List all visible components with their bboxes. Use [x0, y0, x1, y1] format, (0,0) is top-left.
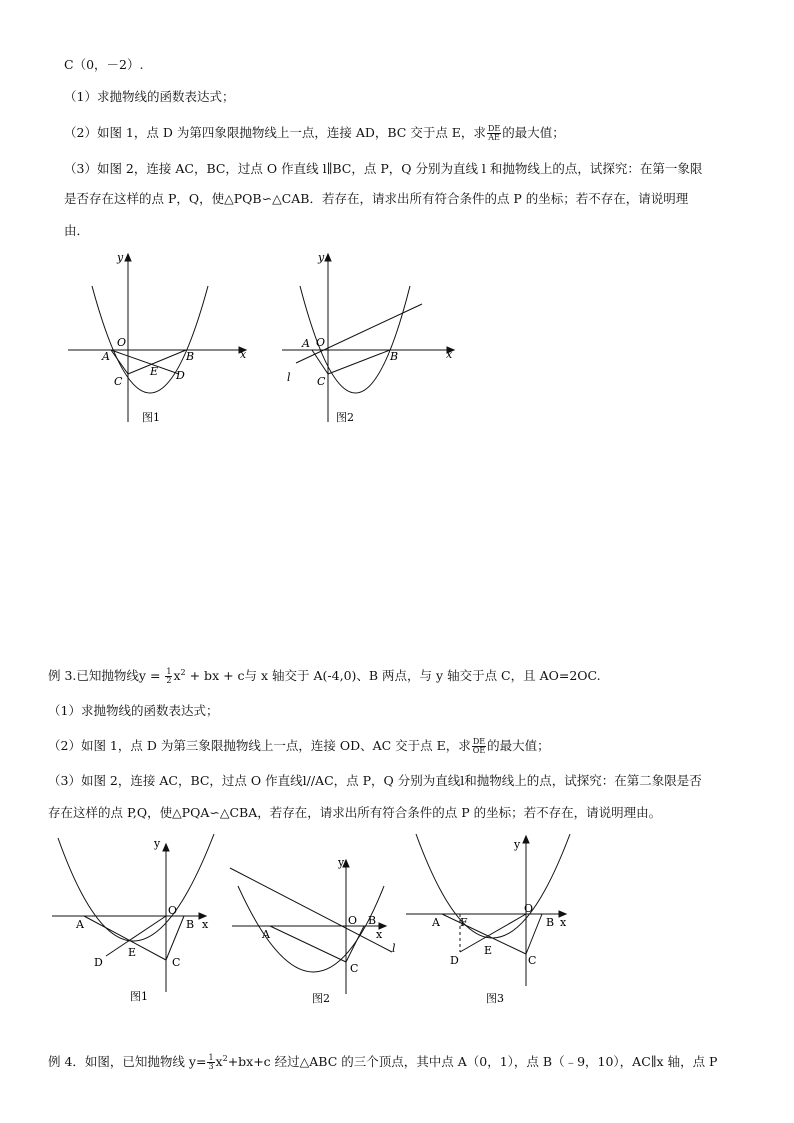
segment-ac [270, 926, 346, 962]
ex4-text-x: x [215, 1054, 223, 1070]
ex2-q2-frac-den: AE [488, 133, 500, 142]
label-c: C [350, 962, 359, 975]
ex3-formula-fraction [165, 668, 172, 685]
label-c: C [172, 956, 181, 969]
ex2-figure-1 [60, 250, 260, 430]
y-axis-arrow [125, 254, 131, 261]
ex4-intro [48, 1050, 717, 1071]
label-b: B [368, 914, 377, 927]
label-o: O [524, 902, 534, 915]
label-c: C [317, 375, 326, 388]
ex2-q2-text-b: 的最大值； [502, 125, 565, 140]
label-x: x [560, 916, 567, 929]
ex4-text-c: +bx+c 经过△ABC 的三个顶点，其中点 A（0，1），点 B（﹣9，10），AC∥x 轴，点 P [227, 1054, 718, 1070]
ex2-question-3-line1: （3）如图 2，连接 AC，BC，过点 O 作直线 l∥BC，点 P，Q 分别为直线 l 和抛物线上的点，试探究：在第一象限 [64, 161, 703, 176]
ex3-figure-2 [226, 836, 406, 1016]
segment-cb [526, 914, 542, 954]
segment-ac [84, 916, 166, 960]
label-c: C [114, 375, 123, 388]
label-d: D [176, 369, 185, 382]
label-b: B [186, 918, 195, 931]
label-b: B [546, 916, 555, 929]
label-y: y [154, 837, 161, 850]
label-a: A [432, 916, 440, 929]
caption-fig2: 图2 [312, 992, 330, 1005]
label-b: B [390, 350, 399, 363]
y-axis-arrow [163, 844, 169, 851]
segment-cb [166, 916, 184, 960]
ex3-question-3-line1: （3）如图 2，连接 AC，BC，过点 O 作直线l//AC，点 P，Q 分别为直线l和抛物线上的点，试探究：在第二象限是否 [48, 773, 702, 788]
label-d: D [450, 954, 459, 967]
ex3-intro-a: 例 3.已知抛物线 [48, 668, 139, 684]
ex4-fraction [207, 1054, 214, 1071]
ex3-frac-num: 1 [166, 667, 172, 677]
label-e: E [128, 946, 137, 959]
label-l: l [287, 371, 291, 384]
y-axis-arrow [325, 254, 331, 261]
label-e: E [484, 944, 493, 957]
caption-fig3: 图3 [486, 992, 504, 1005]
label-a: A [262, 928, 270, 941]
ex3-formula-x: x [173, 668, 181, 684]
ex3-q2-frac-num: DE [472, 737, 486, 746]
line-l [296, 304, 422, 363]
ex3-frac-den: 2 [166, 676, 172, 686]
label-x: x [446, 348, 453, 361]
ex3-q2-text-a: （2）如图 1，点 D 为第三象限抛物线上一点，连接 OD、AC 交于点 E，求 [48, 738, 471, 753]
ex3-figure-1 [48, 832, 228, 1012]
label-x: x [376, 928, 383, 941]
label-y: y [338, 856, 345, 869]
ex2-line-c-point: C（0，－2）. [64, 57, 144, 72]
label-o: O [316, 336, 326, 349]
label-f: F [460, 916, 468, 929]
label-a: A [102, 350, 110, 363]
label-o: O [117, 336, 127, 349]
label-c: C [528, 954, 537, 967]
ex3-formula-tail: + bx + c [185, 668, 245, 684]
label-o: O [348, 914, 358, 927]
label-d: D [94, 956, 103, 969]
label-y: y [117, 251, 124, 264]
ex4-text-a: 例 4．如图，已知抛物线 y= [48, 1054, 207, 1070]
ex3-question-1: （1）求抛物线的函数表达式； [48, 703, 219, 718]
label-x: x [202, 918, 209, 931]
ex3-formula-y: y = [138, 668, 165, 684]
ex4-sup: 2 [222, 1054, 228, 1063]
label-b: B [186, 350, 195, 363]
ex2-q2-frac-num: DE [487, 124, 501, 133]
ex2-question-3-line3: 由． [64, 223, 90, 238]
segment-do [460, 914, 526, 952]
label-e: E [150, 365, 159, 378]
caption-fig1: 图1 [142, 411, 160, 424]
ex2-question-1: （1）求抛物线的函数表达式； [64, 89, 235, 104]
label-a: A [76, 918, 84, 931]
ex3-figure-3 [400, 830, 580, 1010]
label-y: y [514, 838, 521, 851]
caption-fig1: 图1 [130, 990, 148, 1003]
ex3-q2-text-b: 的最大值； [487, 738, 550, 753]
ex3-question-3-line2: 存在这样的点 P,Q，使△PQA∽△CBA，若存在，请求出所有符合条件的点 P 的坐标；若不存在，请说明理由。 [48, 805, 662, 820]
segment-ad [111, 350, 179, 374]
label-x: x [240, 348, 247, 361]
ex4-frac-den: 3 [208, 1062, 214, 1072]
ex3-question-2 [48, 737, 550, 755]
label-o: O [168, 904, 178, 917]
segment-ac [111, 350, 128, 374]
ex3-intro-b: 与 x 轴交于 A(-4,0)、B 两点，与 y 轴交于点 C，且 AO=2OC. [244, 668, 601, 684]
ex3-q2-frac-den: OE [472, 746, 486, 755]
ex2-q2-text-a: （2）如图 1，点 D 为第四象限抛物线上一点，连接 AD，BC 交于点 E，求 [64, 125, 486, 140]
segment-cb [346, 926, 364, 962]
ex2-q2-fraction [487, 125, 501, 142]
ex3-formula-sup: 2 [180, 668, 186, 677]
label-a: A [302, 337, 310, 350]
y-axis-arrow [523, 836, 529, 843]
label-y: y [318, 251, 325, 264]
ex4-frac-num: 1 [208, 1053, 214, 1063]
ex3-q2-fraction [472, 738, 486, 755]
line-l [230, 868, 392, 952]
ex2-figure-2 [272, 250, 472, 430]
ex3-intro [48, 664, 601, 685]
ex2-question-3-line2: 是否存在这样的点 P，Q，使△PQB∽△CAB．若存在，请求出所有符合条件的点 P 的坐标；若不存在，请说明理 [64, 191, 689, 206]
label-l: l [392, 942, 396, 955]
ex2-question-2 [64, 124, 565, 142]
caption-fig2: 图2 [336, 411, 354, 424]
